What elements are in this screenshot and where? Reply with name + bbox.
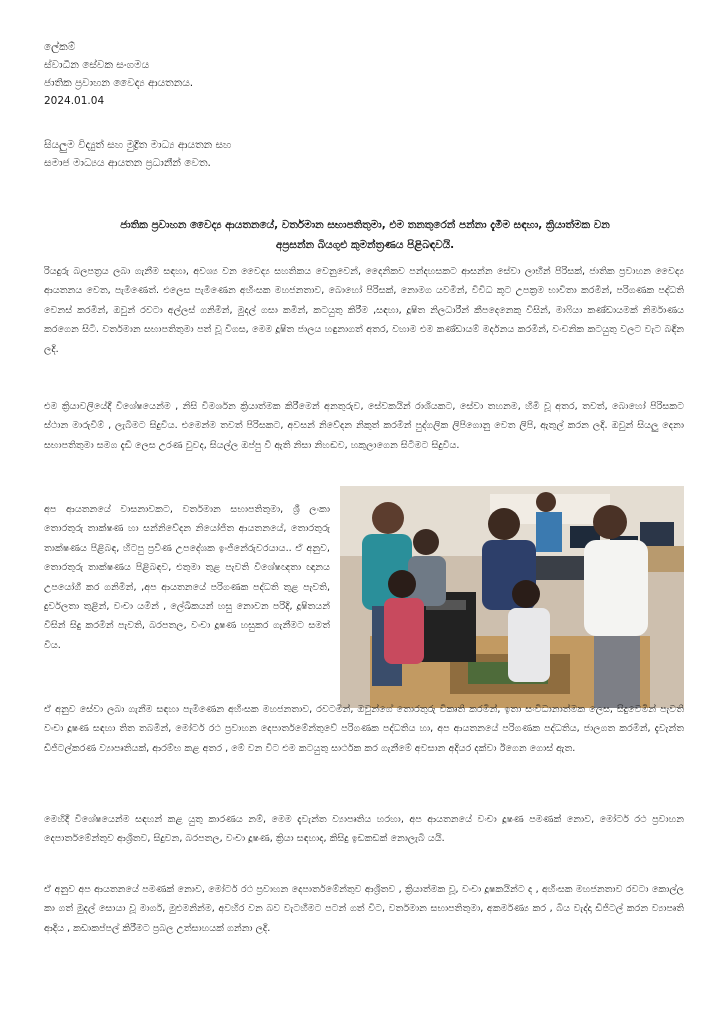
- body-paragraph-4: ඒ අනුව සේවා ලබා ගැනීම සඳහා පැමිණෙන අහිංසක මහජනතාව, රවටමින්, ඔවුන්ගේ තොරතුරු විකෘති කරමින්, ඉතා සංවිධානාත්මක ලෙස, සිදුවෙමින් පැවති වංචා දූෂණ සඳහා තිත තබමින්, මෝටර් රථ ප්‍රවාහන දෙපාර්තමේන්තුවේ පරිගණක පද්ධතිය හා, අප ආයතනයේ පරිගණක පද්ධතිය, ජාලගත කරමින්, දැවැන්ත ඩිජිටල්කරණ ව්‍යාපෘතියක්, ආරම්භ කළ අතර , මේ වන විට එම කටයුතු සාර්ථක කර ගැනීමේ අවසාන අදියර දක්වා ඊගෙන ගොස් ඇත.: [44, 704, 684, 754]
- body-paragraph-3: අප ආයතනයේ වාසනාවකට, වර්තමාන සභාපතිතුමා, ශ්‍රී ලංකා තොරතුරු තාක්ෂණ හා සන්නිවේදන නියෝජිත ආයතනයේ, තොරතුරු තාක්ෂණය පිළිබඳ, හිටපු ප්‍රවීණ උපදේශක ඉංජිනේරුවරයාය.. ඒ අනුව, තොරතුරු තාක්ෂණය පිළිබඳව, එතුමා තුළ පැවති විශේෂඥතා ඥානය උපයෝගී කර ගනිමින්, ,අප ආයතනයේ පරිගණක පද්ධති තුළ පැවති, දුර්වලතා තුළින්, වංචා යමින් , ලේඛිකයන් හසු නොවන පරිදි, දූෂිතයන් විසින් සිදු කරමින් පැවති, බරපතල, වංචා දූෂණ හසුකර ගැනීමට සමත් විය.: [44, 504, 330, 651]
- photo-computer-lab-inspection: [340, 486, 684, 708]
- body-paragraph-6: ඒ අනුව අප ආයතනයේ පමණක් නොව, මෝටර් රථ ප්‍රවාහන දෙපාර්තමේන්තුව ආශ්‍රිතව , ක්‍රියාත්මක වූ, වංචා දූෂකයින්ට ද , අහිංසක මහජනතාව රවටා කොල්ල කා ගත් මුදල් සොයා වූ මාර්ග, මුළුමනින්ම, අවහිර වන බව වැටහීමට පටන් ගත් විට, වර්තමාන සභාපතිතුමා, අකර්මණ්‍ය කර , බිය වැද්දා ඩිජිටල් කරන ව්‍යාපෘති ආදිය , කඩාකප්පල් කිරීමට ප්‍රබල උත්සාහයක් ගන්නා ලදි.: [44, 884, 684, 934]
- photo-illustration: [340, 486, 684, 708]
- body-paragraph-5: මෙහිදී විශේෂයෙන්ම සඳහන් කළ යුතු කාරණය නම්, මෙම දැවැන්ත ව්‍යාපෘතිය හරහා, අප ආයතනයේ වංචා දූෂණ පමණක් නොව, මෝටර් රථ ප්‍රවාහන දෙපාර්තමේන්තුව ආශ්‍රිතව, සිදුවන, බරපතල, වංචා දූෂණ, ක්‍රියා සඳහාද, කිසිදු ඉඩකඩක් නොලැබී යයි.: [44, 814, 684, 845]
- letter-date: 2024.01.04: [44, 95, 105, 107]
- subject-line-1: ජාතික ප්‍රවාහන වෛද්‍ය ආයතනයේ, වර්තමාන සභාපතිතුමා, එම තනතුරෙන් පන්නා දැමීම සඳහා, ක්‍රියාත්මක වන: [120, 219, 610, 231]
- sender-organization: ස්වාධීන සේවක සංගමය: [44, 59, 150, 71]
- sender-block: [44, 38, 193, 110]
- body-paragraph-1: රියදුරු බලපත්‍රය ලබා ගැනීම සඳහා, අවශ්‍ය වන වෛද්‍ය සහතිකය වෙනුවෙන්, දෛනිකව පන්දහසකට ආසන්න සේවා ලාභීන් පිරිසක්, ජාතික ප්‍රවාහන වෛද්‍ය ආයතනය වෙත, පැමිණෙත්. එලෙස පැමිණෙන අහිංසක මහජනතාව, බොහෝ පිරිසක්, නොමග යවමින්, විවිධ කූට උපක්‍රම භාවිතා කරමින්, පරිගණක පද්ධති වෙනස් කරමින්, ඔවුන් රවටා අල්ලස් ගනිමින්, මුදල් ගසා කමින්, කටයුතු කිරීම ,සඳහා, දූෂිත නිලධාරීන් කීපදෙනෙකු විසින්, මාෆියා කණ්ඩායමක් නිර්මාණය කරගෙන සිටි. වර්තමාන සභාපතිතුමා පත් වූ විගස, මෙම දූෂිත ජාලය හඳුනාගත් අතර, වහාම එම කණ්ඩායම් මර්දනය කරමින්, වංචනික කටයුතු වලට වැට බඳින ලදි.: [44, 266, 684, 355]
- body-paragraph-2: එම ක්‍රියාවලියේදී විශේෂයෙන්ම , නිසි විමර්ශන ක්‍රියාත්මක කිරීමෙන් අනතුරුව, සේවකයින් රාශියකට, සේවා තහනම, හිමි වූ අතර, තවත්, බොහෝ පිරිසකට ස්ථාන මාරුවීම් , ලැබීමට සිදුවිය. එමෙන්ම තවත් පිරිසකට, අවසන් නිවේදන නිකුත් කරමින් පුද්ගලික ලිපිගොනු වෙත ලිපි, ඇතුල් කරන ලදි. ඔවුන් සියලු දෙනා සභාපතිතුමා සමග දැඩි ලෙස උරණ වුවද, සියල්ල ඔප්පු වී ඇති නිසා නිහඬව, හකුලාගෙන සිටීමට සිදුවිය.: [44, 401, 684, 451]
- sender-title: ලේකම්: [44, 41, 76, 53]
- recipient-line-1: සියලුම විද්‍යුත් සහ මුද්‍රිත මාධ්‍ය ආයතන සහ: [44, 139, 232, 151]
- sender-institution: ජාතික ප්‍රවාහන වෛද්‍ය ආයතනය.: [44, 77, 194, 89]
- recipient-line-2: සමාජ මාධ්‍යය ආයතන ප්‍රධානීන් වෙත.: [44, 157, 211, 169]
- recipient-block: [44, 136, 231, 172]
- letter-subject: [50, 215, 680, 255]
- subject-line-2: අප්‍රසන්න බියගුළු කුමන්ත්‍රණය පිළිබඳවයි.: [275, 239, 455, 251]
